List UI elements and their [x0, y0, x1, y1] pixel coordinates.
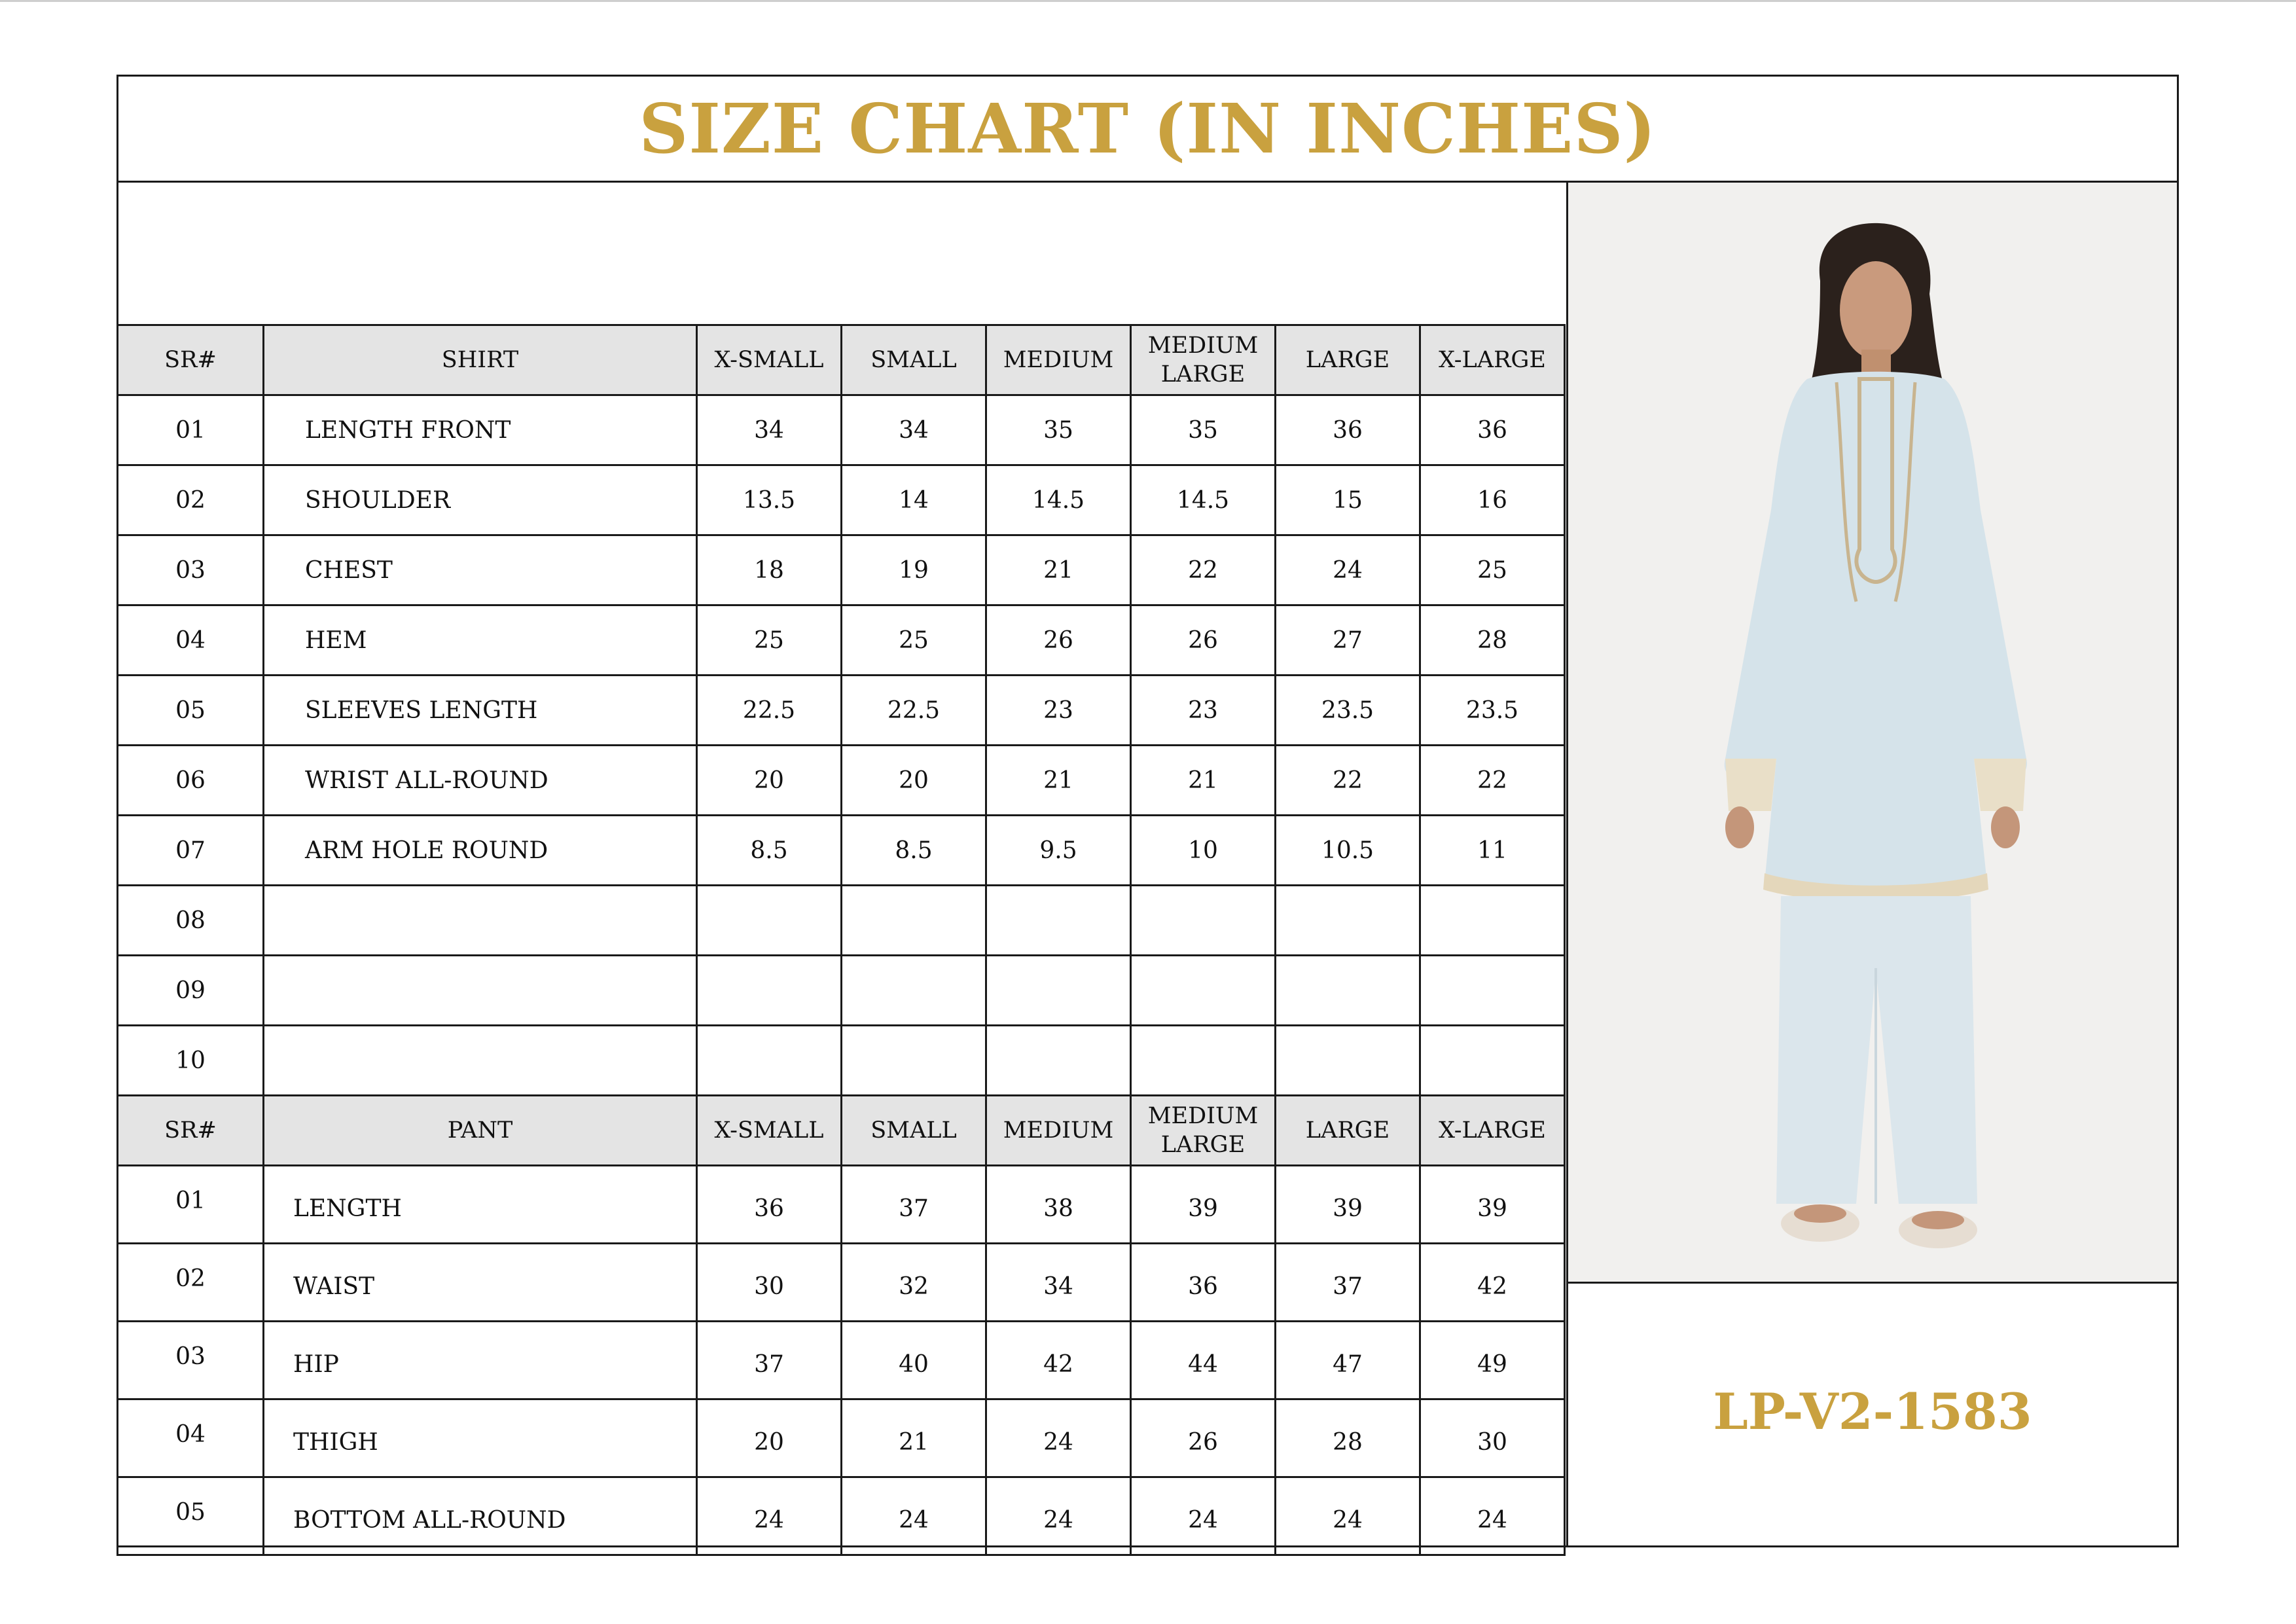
- size-value-cell: 24: [986, 1477, 1131, 1555]
- shirt-header-cell: SR#: [118, 325, 264, 395]
- sr-cell: 03: [118, 1322, 264, 1399]
- size-value-cell: 26: [986, 605, 1131, 676]
- shirt-header-cell: LARGE: [1276, 325, 1420, 395]
- sr-cell: 09: [118, 956, 264, 1026]
- sr-cell: 02: [118, 1244, 264, 1322]
- size-value-cell: [986, 886, 1131, 956]
- size-value-cell: 21: [986, 746, 1131, 816]
- measurement-name-cell: THIGH: [264, 1399, 697, 1477]
- size-value-cell: 24: [842, 1477, 986, 1555]
- blank-area: [118, 183, 1566, 324]
- size-value-cell: [1131, 886, 1276, 956]
- size-value-cell: 39: [1420, 1166, 1565, 1244]
- size-value-cell: [697, 886, 842, 956]
- sr-cell: 02: [118, 465, 264, 535]
- size-value-cell: 42: [1420, 1244, 1565, 1322]
- pant-header-cell: X-SMALL: [697, 1096, 842, 1166]
- size-table: [117, 324, 1566, 1556]
- size-value-cell: 36: [697, 1166, 842, 1244]
- size-value-cell: 34: [842, 395, 986, 465]
- size-value-cell: [1420, 1026, 1565, 1096]
- product-code-area: [1566, 1284, 2177, 1545]
- size-value-cell: [986, 1026, 1131, 1096]
- measurement-name-cell: SHOULDER: [264, 465, 697, 535]
- size-value-cell: 36: [1420, 395, 1565, 465]
- size-value-cell: 28: [1276, 1399, 1420, 1477]
- shirt-header-cell: X-LARGE: [1420, 325, 1565, 395]
- measurement-name-cell: HIP: [264, 1322, 697, 1399]
- table-row: [118, 465, 1565, 535]
- shirt-header-row: [118, 325, 1565, 395]
- size-value-cell: [842, 1026, 986, 1096]
- pant-header-cell: MEDIUM LARGE: [1131, 1096, 1276, 1166]
- measurement-name-cell: [264, 1026, 697, 1096]
- size-value-cell: 30: [697, 1244, 842, 1322]
- size-value-cell: 11: [1420, 816, 1565, 886]
- size-value-cell: 49: [1420, 1322, 1565, 1399]
- sr-cell: 01: [118, 1166, 264, 1244]
- size-value-cell: 14: [842, 465, 986, 535]
- size-value-cell: 22: [1131, 535, 1276, 605]
- table-row: [118, 605, 1565, 676]
- size-value-cell: 37: [1276, 1244, 1420, 1322]
- measurement-name-cell: HEM: [264, 605, 697, 676]
- size-value-cell: 37: [842, 1166, 986, 1244]
- size-value-cell: [697, 1026, 842, 1096]
- measurement-name-cell: SLEEVES LENGTH: [264, 676, 697, 746]
- size-value-cell: 24: [1276, 1477, 1420, 1555]
- size-value-cell: 24: [1276, 535, 1420, 605]
- size-value-cell: 34: [986, 1244, 1131, 1322]
- size-value-cell: 25: [842, 605, 986, 676]
- table-row: [118, 1244, 1565, 1322]
- table-row: [118, 746, 1565, 816]
- measurement-name-cell: ARM HOLE ROUND: [264, 816, 697, 886]
- title-row: [118, 77, 2177, 183]
- pant-header-cell: PANT: [264, 1096, 697, 1166]
- shirt-header-cell: X-SMALL: [697, 325, 842, 395]
- table-row: [118, 1322, 1565, 1399]
- size-value-cell: 22.5: [697, 676, 842, 746]
- size-value-cell: 23.5: [1276, 676, 1420, 746]
- size-value-cell: [842, 886, 986, 956]
- size-value-cell: 39: [1276, 1166, 1420, 1244]
- sr-cell: 01: [118, 395, 264, 465]
- model-photo: [1566, 183, 2177, 1284]
- table-row: [118, 1026, 1565, 1096]
- size-value-cell: 24: [1131, 1477, 1276, 1555]
- size-value-cell: 35: [986, 395, 1131, 465]
- table-row: [118, 676, 1565, 746]
- sr-cell: 05: [118, 676, 264, 746]
- size-value-cell: 40: [842, 1322, 986, 1399]
- size-value-cell: 38: [986, 1166, 1131, 1244]
- size-value-cell: 39: [1131, 1166, 1276, 1244]
- measurement-name-cell: [264, 886, 697, 956]
- sr-cell: 05: [118, 1477, 264, 1555]
- size-value-cell: 13.5: [697, 465, 842, 535]
- size-value-cell: 22: [1420, 746, 1565, 816]
- measurement-name-cell: WRIST ALL-ROUND: [264, 746, 697, 816]
- pant-header-cell: LARGE: [1276, 1096, 1420, 1166]
- size-value-cell: 23: [1131, 676, 1276, 746]
- size-value-cell: 23.5: [1420, 676, 1565, 746]
- product-code: LP-V2-1583: [1713, 1382, 2032, 1441]
- size-value-cell: [842, 956, 986, 1026]
- size-value-cell: 20: [697, 1399, 842, 1477]
- size-value-cell: 36: [1131, 1244, 1276, 1322]
- size-value-cell: 24: [1420, 1477, 1565, 1555]
- measurement-name-cell: LENGTH FRONT: [264, 395, 697, 465]
- sr-cell: 06: [118, 746, 264, 816]
- size-value-cell: [1276, 956, 1420, 1026]
- size-value-cell: 20: [842, 746, 986, 816]
- size-value-cell: 25: [1420, 535, 1565, 605]
- shirt-header-cell: SMALL: [842, 325, 986, 395]
- size-value-cell: [1276, 1026, 1420, 1096]
- size-value-cell: [697, 956, 842, 1026]
- pant-header-cell: SMALL: [842, 1096, 986, 1166]
- size-value-cell: 8.5: [697, 816, 842, 886]
- size-value-cell: 34: [697, 395, 842, 465]
- size-value-cell: 26: [1131, 1399, 1276, 1477]
- size-value-cell: 32: [842, 1244, 986, 1322]
- table-row: [118, 886, 1565, 956]
- size-value-cell: 23: [986, 676, 1131, 746]
- size-value-cell: 27: [1276, 605, 1420, 676]
- size-value-cell: 9.5: [986, 816, 1131, 886]
- size-value-cell: 22.5: [842, 676, 986, 746]
- measurement-name-cell: LENGTH: [264, 1166, 697, 1244]
- size-value-cell: 10.5: [1276, 816, 1420, 886]
- size-value-cell: 19: [842, 535, 986, 605]
- size-value-cell: 18: [697, 535, 842, 605]
- size-value-cell: 22: [1276, 746, 1420, 816]
- table-row: [118, 816, 1565, 886]
- size-value-cell: 16: [1420, 465, 1565, 535]
- size-value-cell: [1420, 956, 1565, 1026]
- size-value-cell: 35: [1131, 395, 1276, 465]
- table-row: [118, 956, 1565, 1026]
- measurement-name-cell: WAIST: [264, 1244, 697, 1322]
- size-value-cell: 15: [1276, 465, 1420, 535]
- measurement-name-cell: BOTTOM ALL-ROUND: [264, 1477, 697, 1555]
- sr-cell: 07: [118, 816, 264, 886]
- size-value-cell: 47: [1276, 1322, 1420, 1399]
- table-row: [118, 535, 1565, 605]
- table-row: [118, 1399, 1565, 1477]
- size-value-cell: 8.5: [842, 816, 986, 886]
- size-value-cell: 24: [697, 1477, 842, 1555]
- size-value-cell: 20: [697, 746, 842, 816]
- size-value-cell: 30: [1420, 1399, 1565, 1477]
- pant-header-row: [118, 1096, 1565, 1166]
- sr-cell: 04: [118, 605, 264, 676]
- size-value-cell: 21: [986, 535, 1131, 605]
- size-chart-frame: [117, 75, 2179, 1547]
- sr-cell: 08: [118, 886, 264, 956]
- pant-header-cell: X-LARGE: [1420, 1096, 1565, 1166]
- size-value-cell: [1131, 956, 1276, 1026]
- size-value-cell: 21: [1131, 746, 1276, 816]
- size-value-cell: 21: [842, 1399, 986, 1477]
- shirt-header-cell: SHIRT: [264, 325, 697, 395]
- table-row: [118, 1166, 1565, 1244]
- shirt-header-cell: MEDIUM LARGE: [1131, 325, 1276, 395]
- size-value-cell: [1420, 886, 1565, 956]
- pant-header-cell: MEDIUM: [986, 1096, 1131, 1166]
- size-value-cell: 36: [1276, 395, 1420, 465]
- size-value-cell: 28: [1420, 605, 1565, 676]
- table-row: [118, 395, 1565, 465]
- measurement-name-cell: [264, 956, 697, 1026]
- measurement-name-cell: CHEST: [264, 535, 697, 605]
- size-value-cell: [1131, 1026, 1276, 1096]
- size-value-cell: 44: [1131, 1322, 1276, 1399]
- size-value-cell: [986, 956, 1131, 1026]
- pant-header-cell: SR#: [118, 1096, 264, 1166]
- size-value-cell: 37: [697, 1322, 842, 1399]
- page-title: SIZE CHART (IN INCHES): [639, 88, 1657, 169]
- size-value-cell: 10: [1131, 816, 1276, 886]
- size-value-cell: [1276, 886, 1420, 956]
- sr-cell: 04: [118, 1399, 264, 1477]
- shirt-header-cell: MEDIUM: [986, 325, 1131, 395]
- size-value-cell: 14.5: [1131, 465, 1276, 535]
- size-value-cell: 26: [1131, 605, 1276, 676]
- size-value-cell: 42: [986, 1322, 1131, 1399]
- sr-cell: 03: [118, 535, 264, 605]
- model-photo-icon: [1568, 183, 2177, 1282]
- size-value-cell: 25: [697, 605, 842, 676]
- size-value-cell: 24: [986, 1399, 1131, 1477]
- sr-cell: 10: [118, 1026, 264, 1096]
- top-divider: [0, 0, 2296, 2]
- table-row: [118, 1477, 1565, 1555]
- size-value-cell: 14.5: [986, 465, 1131, 535]
